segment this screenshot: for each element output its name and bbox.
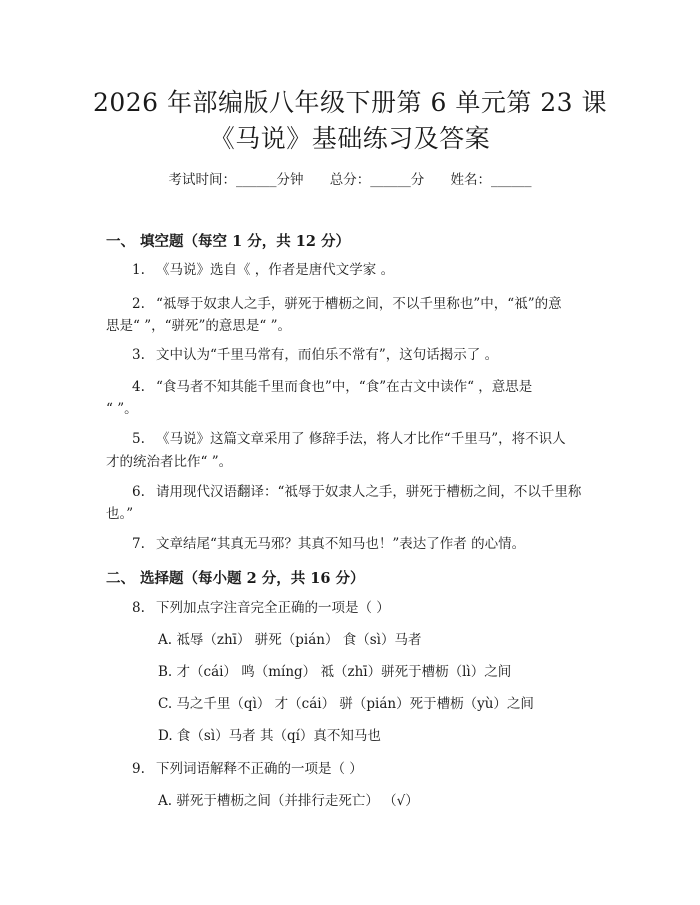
question-8-option-a: A. 祗辱（zhī） 骈死（pián） 食（sì）马者 <box>158 632 422 648</box>
document-title-line-1: 2026 年部编版八年级下册第 6 单元第 23 课 <box>92 88 608 117</box>
student-name-field: 姓名：______ <box>450 172 532 188</box>
question-number: 4. <box>132 379 145 395</box>
total-score-field: 总分：______分 <box>329 172 425 188</box>
question-number: 5. <box>132 431 145 447</box>
question-number: 3. <box>132 347 145 363</box>
question-text: 下列加点字注音完全正确的一项是（ ） <box>156 600 390 616</box>
exam-time-field: 考试时间：______分钟 <box>168 172 304 188</box>
question-5-continued: 才的统治者比作“ ”。 <box>106 454 233 470</box>
question-1 <box>132 257 394 283</box>
document-title-line-2: 《马说》基础练习及答案 <box>209 124 491 153</box>
question-8-option-b: B. 才（cái） 鸣（míng） 祗（zhī）骈死于槽枥（lì）之间 <box>158 664 512 680</box>
question-number: 9. <box>132 761 145 777</box>
question-number: 6. <box>132 484 145 500</box>
section-heading-fill-in: 一、 填空题（每空 1 分，共 12 分） <box>106 233 351 250</box>
question-text: “祗辱于奴隶人之手，骈死于槽枥之间，不以千里称也”中，“祗”的意 <box>156 296 562 312</box>
question-3 <box>132 342 498 368</box>
question-8-option-c: C. 马之千里（qì） 才（cái） 骈（pián）死于槽枥（yù）之间 <box>158 696 534 712</box>
question-text: 文章结尾“其真无马邪？其真不知马也！”表达了作者 的心情。 <box>156 536 526 552</box>
section-heading-multiple-choice: 二、 选择题（每小题 2 分，共 16 分） <box>106 570 365 587</box>
exam-meta <box>0 168 700 188</box>
question-number: 1. <box>132 262 145 278</box>
question-text: 文中认为“千里马常有，而伯乐不常有”，这句话揭示了 。 <box>156 347 499 363</box>
question-text: “食马者不知其能千里而食也”中，“食”在古文中读作“ ，意思是 <box>156 379 533 395</box>
question-9-option-a: A. 骈死于槽枥之间（并排行走死亡） （√） <box>158 793 419 809</box>
question-4 <box>132 374 532 400</box>
question-number: 2. <box>132 296 145 312</box>
question-6-continued: 也。” <box>106 506 134 522</box>
question-4-continued: “ ”。 <box>106 401 138 417</box>
question-number: 8. <box>132 600 145 616</box>
question-text: 《马说》选自《 ，作者是唐代文学家 。 <box>156 262 395 278</box>
question-text: 下列词语解释不正确的一项是（ ） <box>156 761 363 777</box>
question-text: 《马说》这篇文章采用了 修辞手法，将人才比作“千里马”，将不识人 <box>156 431 566 447</box>
question-6 <box>132 479 581 505</box>
question-number: 7. <box>132 536 145 552</box>
question-8-option-d: D. 食（sì）马者 其（qí）真不知马也 <box>158 728 381 744</box>
question-2-continued: 思是“ ”，“骈死”的意思是“ ”。 <box>106 318 291 334</box>
question-7 <box>132 531 525 557</box>
question-text: 请用现代汉语翻译：“祗辱于奴隶人之手，骈死于槽枥之间，不以千里称 <box>156 484 582 500</box>
question-9 <box>132 756 363 782</box>
question-8 <box>132 595 390 621</box>
